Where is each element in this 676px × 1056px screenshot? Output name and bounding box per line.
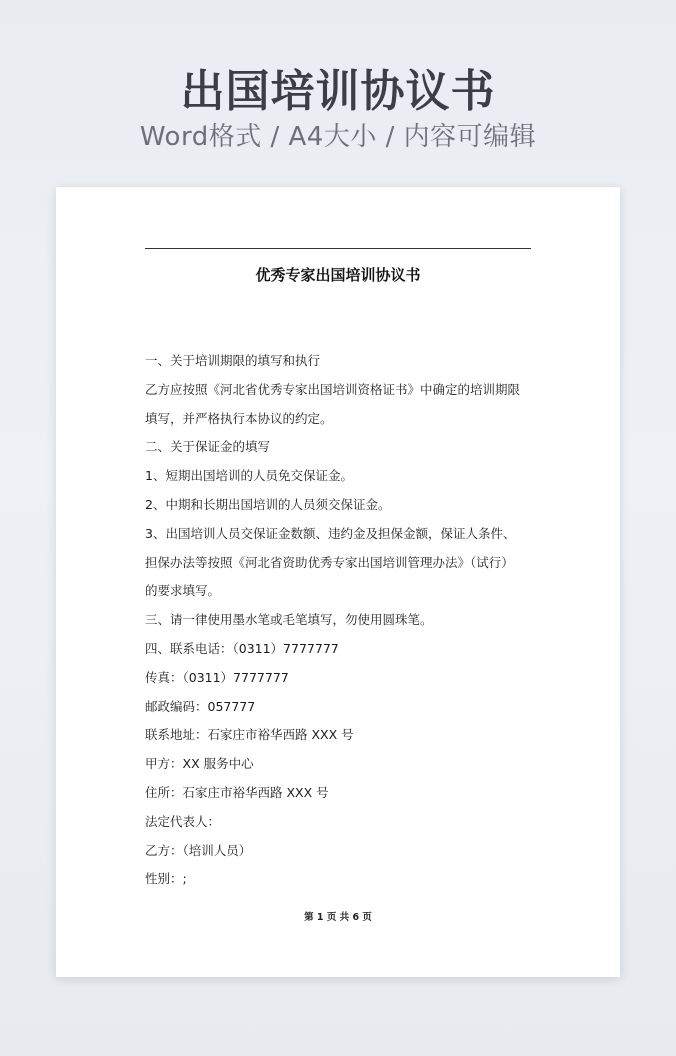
body-line: 乙方：（培训人员） [145, 842, 252, 858]
body-line: 填写，并严格执行本协议的约定。 [145, 410, 333, 426]
body-line: 乙方应按照《河北省优秀专家出国培训资格证书》中确定的培训期限 [145, 381, 521, 397]
body-line: 法定代表人： [145, 813, 221, 829]
page-footer: 第 1 页 共 6 页 [304, 912, 372, 923]
body-line: 三、请一律使用墨水笔或毛笔填写，勿使用圆珠笔。 [145, 612, 433, 628]
body-line: 性别：; [145, 871, 187, 887]
body-line: 担保办法等按照《河北省资助优秀专家出国培训管理办法》（试行） [145, 554, 514, 570]
body-line: 二、关于保证金的填写 [145, 439, 271, 455]
body-line: 3、出国培训人员交保证金数额、违约金及担保金额，保证人条件、 [145, 525, 516, 541]
document-title: 优秀专家出国培训协议书 [255, 266, 421, 284]
body-line: 2、中期和长期出国培训的人员须交保证金。 [145, 496, 391, 512]
body-line: 四、联系电话：（0311）7777777 [145, 640, 339, 656]
banner-subtitle: Word格式 / A4大小 / 内容可编辑 [139, 122, 537, 152]
document-body [145, 347, 545, 894]
body-line: 联系地址：石家庄市裕华西路 XXX 号 [145, 727, 354, 743]
body-line: 的要求填写。 [145, 583, 221, 599]
header-rule [145, 248, 531, 249]
body-line: 甲方：XX 服务中心 [145, 756, 254, 772]
document-page [56, 187, 620, 977]
body-line: 住所：石家庄市裕华西路 XXX 号 [145, 784, 329, 800]
banner [0, 0, 676, 170]
body-line: 一、关于培训期限的填写和执行 [145, 353, 321, 368]
banner-title: 出国培训协议书 [180, 66, 496, 117]
body-line: 邮政编码：057777 [145, 698, 256, 714]
body-line: 传真：（0311）7777777 [145, 669, 289, 685]
body-line: 1、短期出国培训的人员免交保证金。 [145, 468, 353, 484]
